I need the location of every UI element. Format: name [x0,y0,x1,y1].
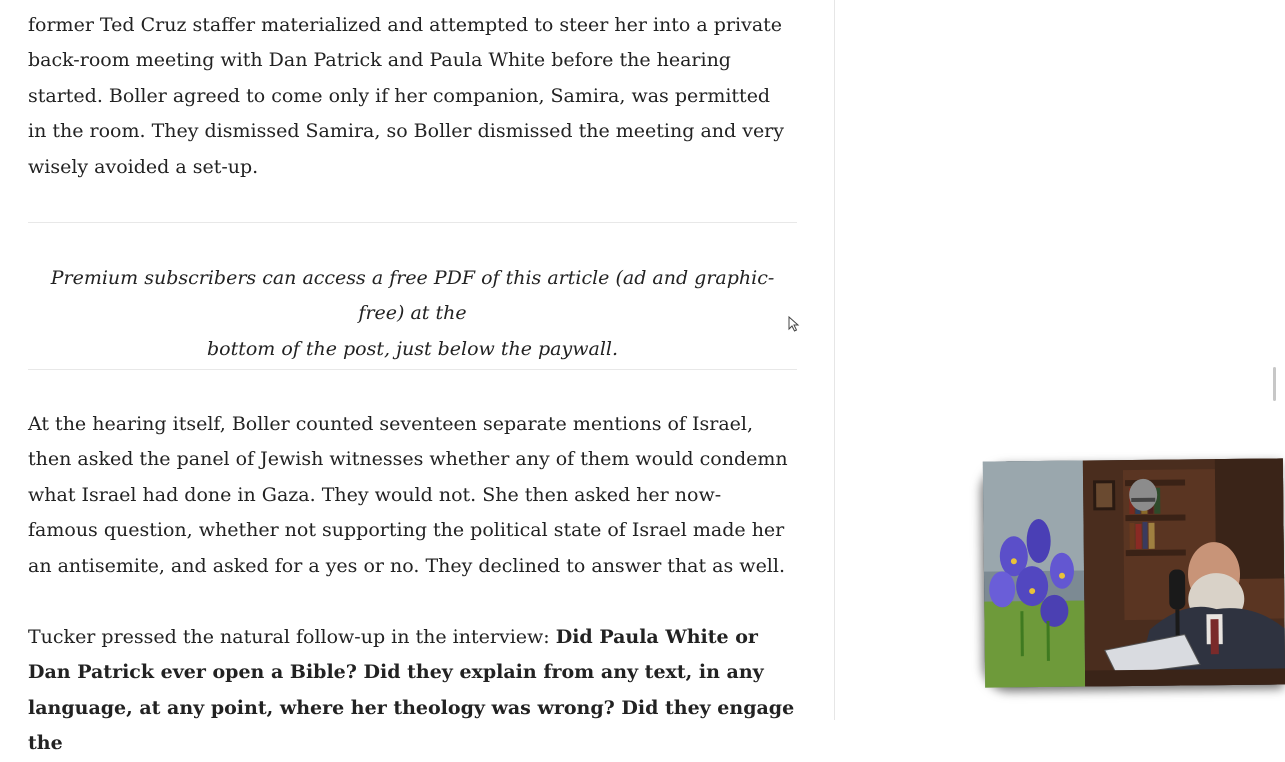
scrollbar-thumb[interactable] [1273,367,1276,401]
text-line: in the room. They dismissed Samira, so Boller dismissed the meeting and very [28,120,785,143]
divider-bottom [28,369,797,370]
text-line: famous question, whether not supporting the political state of Israel made her [28,519,785,542]
text-line: an antisemite, and asked for a yes or no. They declined to answer that as well. [28,554,786,577]
premium-subscriber-note [28,261,797,367]
mouse-cursor-icon [788,316,800,332]
text-line: wisely avoided a set-up. [28,155,259,178]
divider-top [28,222,797,223]
sidebar-divider [834,0,835,720]
plain-text: Tucker pressed the natural follow-up in the interview: [28,626,556,648]
paragraph-boller-meeting [28,8,798,185]
bold-text: Did Paula White or [555,626,758,648]
bold-text-line: language, at any point, where her theology was wrong? Did they engage the [28,696,795,755]
paragraph-tucker [28,620,798,762]
text-line: Premium subscribers can access a free PDF of this article (ad and graphic-free) at the [50,267,775,325]
text-line: what Israel had done in Gaza. They would not. She then asked her now- [28,483,722,506]
text-line [28,620,798,655]
text-line: then asked the panel of Jewish witnesses whether any of them would condemn [28,448,788,471]
text-line: former Ted Cruz staffer materialized and attempted to steer her into a private [28,14,783,36]
bold-text-line: Dan Patrick ever open a Bible? Did they explain from any text, in any [28,661,764,684]
text-line: bottom of the post, just below the paywall. [206,337,619,360]
text-line: At the hearing itself, Boller counted seventeen separate mentions of Israel, [28,413,754,435]
video-frame [983,458,1285,687]
picture-in-picture-video[interactable] [983,458,1285,687]
paragraph-hearing [28,407,798,584]
text-line: started. Boller agreed to come only if her companion, Samira, was permitted [28,84,771,107]
text-line: back-room meeting with Dan Patrick and Paula White before the hearing [28,49,731,72]
